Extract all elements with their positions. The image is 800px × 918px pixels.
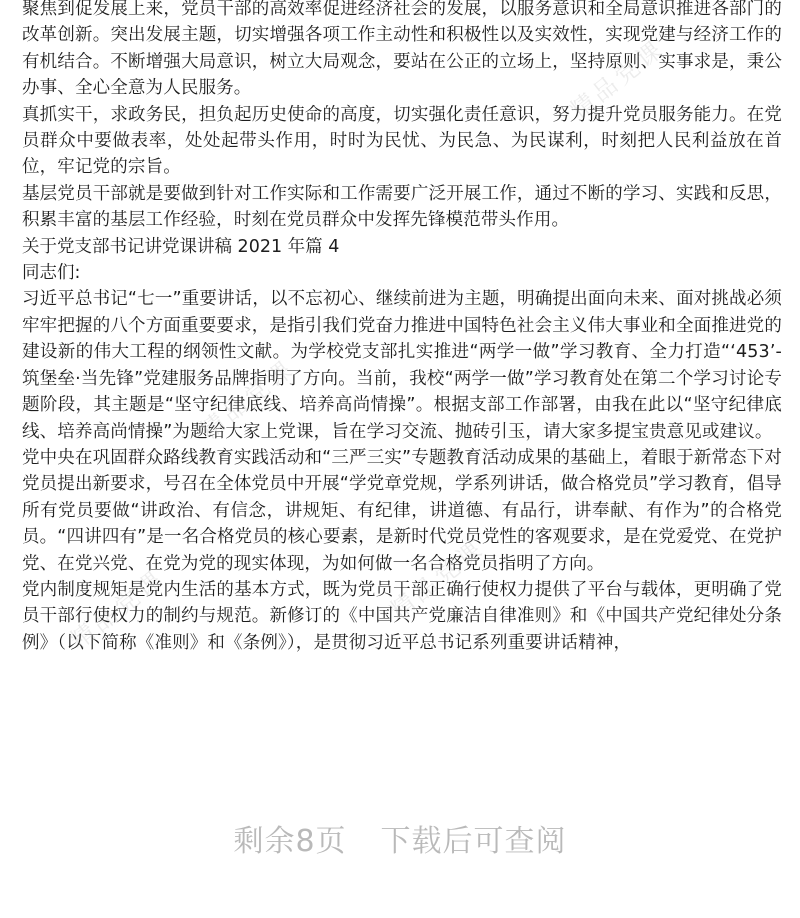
- remaining-pages-text: 剩余8页: [233, 824, 347, 859]
- salutation: 同志们:: [22, 263, 81, 284]
- paragraph: 真抓实干，求政务民，担负起历史使命的高度，切实强化责任意识，努力提升党员服务能力。在党员群众中要做表率，处处起带头作用，时时为民忧、为民急、为民谋利，时刻把人民利益放在首位，牢记党的宗旨。: [22, 104, 782, 178]
- paragraph: 基层党员干部就是要做到针对工作实际和工作需要广泛开展工作，通过不断的学习、实践和反思，积累丰富的基层工作经验，时刻在党员群众中发挥先锋模范带头作用。: [22, 183, 782, 231]
- document-body: [22, 0, 782, 656]
- paragraph: 党内制度规矩是党内生活的基本方式，既为党员干部正确行使权力提供了平台与载体，更明确了党员干部行使权力的制约与规范。新修订的《中国共产党廉洁自律准则》和《中国共产党纪律处分条例》（以下简称《准则》和《条例》），是贯彻习近平总书记系列重要讲话精神，: [22, 579, 782, 653]
- watermark-text: 精品党课: [194, 353, 301, 445]
- watermark-text: 精品党课: [384, 533, 491, 625]
- download-prompt[interactable]: [0, 816, 800, 860]
- paragraph: 聚焦到促发展上来，党员干部的高效率促进经济社会的发展，以服务意识和全局意识推进各部门的改革创新。突出发展主题，切实增强各项工作主动性和积极性以及实效性，实现党建与经济工作的有机结合。不断增强大局意识，树立大局观念，要站在公正的立场上，坚持原则、实事求是，秉公办事、全心全意为人民服务。: [22, 0, 782, 99]
- paragraph: 党中央在巩固群众路线教育实践活动和“三严三实”专题教育活动成果的基础上，着眼于新常态下对党员提出新要求，号召在全体党员中开展“学党章党规，学系列讲话，做合格党员”学习教育，倡导所有党员要做“讲政治、有信念，讲规矩、有纪律，讲道德、有品行，讲奉献、有作为”的合格党员。“四讲四有”是一名合格党员的核心要素，是新时代党员党性的客观要求，是在党爱党、在党护党、在党兴党、在党为党的现实体现，为如何做一名合格党员指明了方向。: [22, 447, 782, 574]
- download-action-text[interactable]: 下载后可查阅: [380, 824, 567, 859]
- watermark-text: 精品党课: [564, 33, 671, 125]
- paragraph: 习近平总书记“七一”重要讲话，以不忘初心、继续前进为主题，明确提出面向未来、面对挑战必须牢牢把握的八个方面重要要求，是指引我们党奋力推进中国特色社会主义伟大事业和全面推进党的建设新的伟大工程的纲领性文献。为学校党支部扎实推进“两学一做”学习教育、全力打造“‘453’-筑堡垒·当先锋”党建服务品牌指明了方向。当前，我校“两学一做”学习教育处在第二个学习讨论专题阶段，其主题是“坚守纪律底线、培养高尚情操”。根据支部工作部署，由我在此以“坚守纪律底线、培养高尚情操”为题给大家上党课，旨在学习交流、抛砖引玉，请大家多提宝贵意见或建议。: [22, 289, 782, 442]
- section-heading: 关于党支部书记讲党课讲稿 2021 年篇 4: [22, 236, 340, 257]
- watermark-text: 精品党课: [64, 563, 171, 655]
